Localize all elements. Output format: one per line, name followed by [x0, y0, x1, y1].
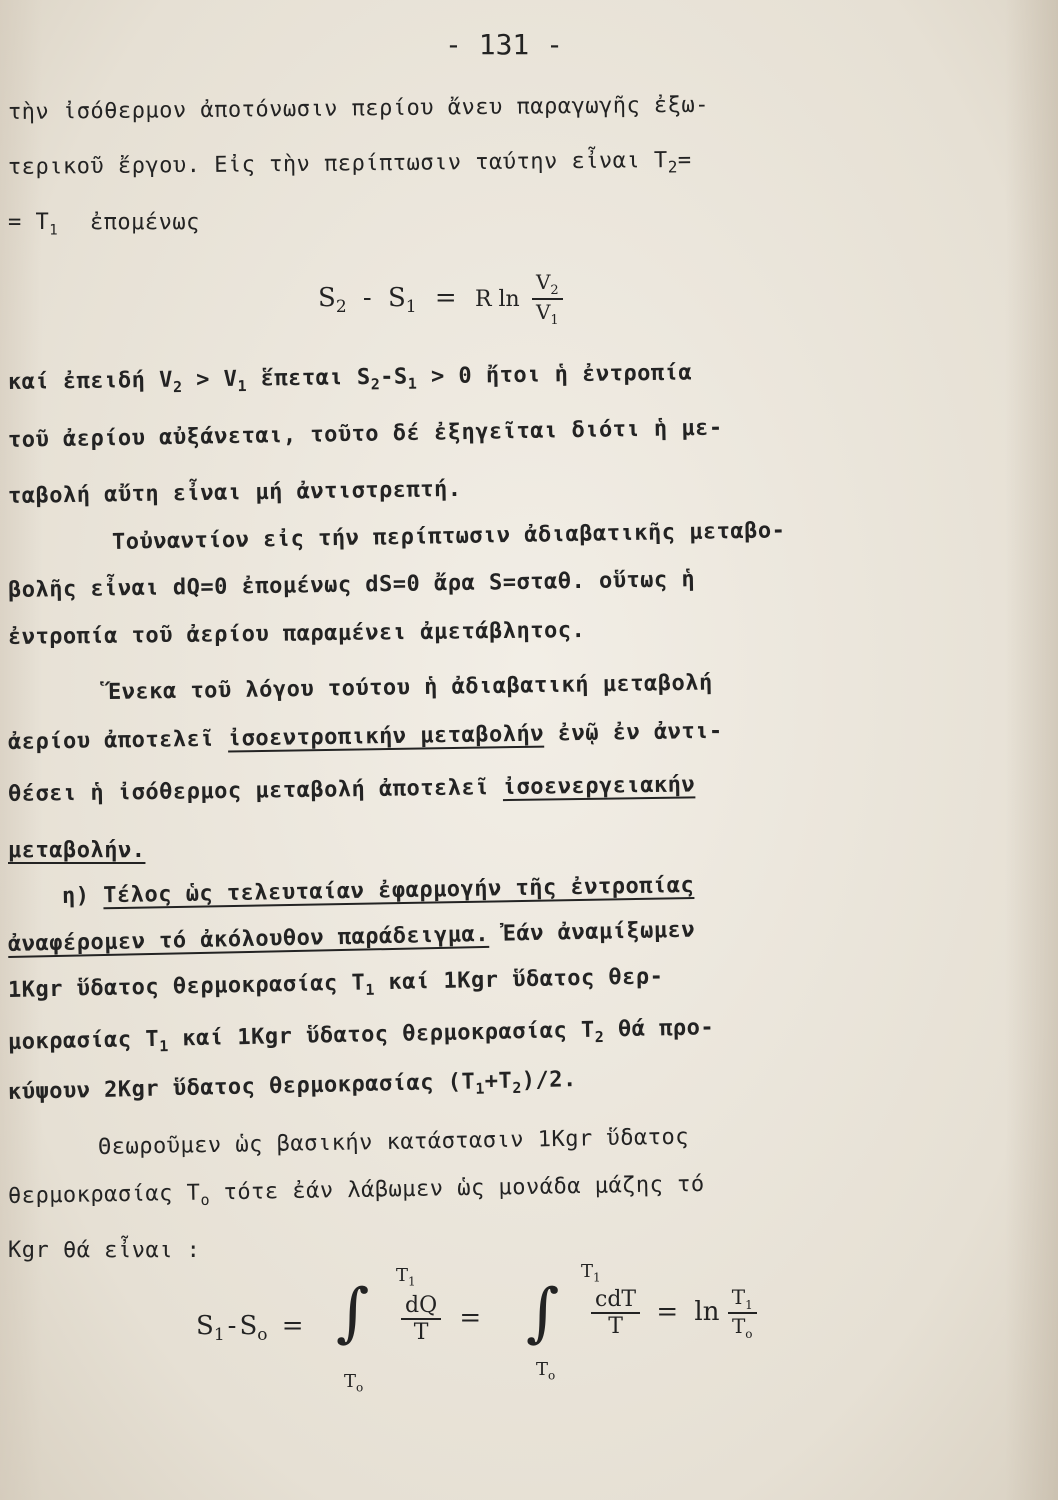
heading-last-application: Τέλος ὡς τελευταίαν ἐφαρμογήν τῆς ἐντροπίας: [103, 872, 695, 909]
text-line: η) Τέλος ὡς τελευταίαν ἐφαρμογήν τῆς ἐντροπίας: [61, 872, 695, 909]
text-line: μεταβολήν.: [8, 838, 146, 863]
text-line: 1Kgr ὕδατος θερμοκρασίας $T_1$ καί 1Kgr ὕδατος θερ-: [7, 964, 664, 1003]
text-line: ἐντροπία τοῦ ἀερίου παραμένει ἀμετάβλητος.: [7, 617, 586, 650]
text-line: ἀναφέρομεν τό ἀκόλουθον παράδειγμα. Ἐάν ἀναμίξωμεν: [7, 917, 696, 957]
text-line: τοῦ ἀερίου αὐξάνεται, τοῦτο δέ ἐξηγεῖται διότι ἡ με-: [7, 415, 723, 453]
text-line: καί ἐπειδή $V_2 > V_1$ ἕπεται $S_2-S_1 > 0$ ἤτοι ἡ ἐντροπία: [7, 360, 693, 397]
text-line: βολῆς εἶναι dQ=0 ἐπομένως dS=0 ἄρα S=σταθ. οὕτως ἡ: [7, 567, 696, 603]
text-line: τερικοῦ ἔργου. Εἰς τὴν περίπτωσιν ταύτην εἶναι $T_2=$: [7, 147, 692, 180]
text-line: Θεωροῦμεν ὡς βασικήν κατάστασιν 1Kgr ὕδατος: [97, 1124, 690, 1160]
text-line: ἀερίου ἀποτελεῖ ἰσοεντροπικήν μεταβολήν ἐνῷ ἐν ἀντι-: [7, 718, 723, 755]
text-line: θερμοκρασίας $T_o$ τότε ἐάν λάβωμεν ὡς μονάδα μάζης τό: [7, 1171, 705, 1210]
page-number: - 131 -: [445, 28, 564, 61]
text-line: ταβολή αὔτη εἶναι μή ἀντιστρεπτή.: [7, 476, 462, 509]
text-line: Ἕνεκα τοῦ λόγου τούτου ἡ ἀδιαβατική μεταβολή: [107, 670, 713, 705]
text-line: μοκρασίας $T_1$ καί 1Kgr ὕδατος θερμοκρασίας $T_2$ θά προ-: [7, 1015, 715, 1056]
equation-entropy-isothermal: $S_2 - S_1 = R$ ln $\frac{V_2}{V_1}$: [318, 270, 563, 328]
text-line: τὴν ἰσόθερμον ἀποτόνωσιν περίου ἄνευ παραγωγῆς ἐξω-: [7, 92, 710, 125]
equation-entropy-water: $S_1 - S_o$ = ∫ $T_1$ $T_o$ $\frac{dQ}{T}$ = ∫ $T_1$ $T_o$ $\frac{\text{cdT}}{T}$ = ln $\frac{T_1}{T_o}$: [196, 1275, 836, 1385]
term-isoenergetic: ἰσοενεργειακήν: [502, 772, 696, 801]
text-line: θέσει ἡ ἰσόθερμος μεταβολή ἀποτελεῖ ἰσοενεργειακήν: [7, 772, 696, 807]
text-line: Kgr θά εἶναι :: [8, 1238, 201, 1263]
text-line: Τοὐναντίον εἰς τήν περίπτωσιν ἀδιαβατικῆς μεταβο-: [111, 518, 786, 555]
text-line: = $T_1$ ἐπομένως: [8, 210, 200, 239]
text-line: κύψουν 2Kgr ὕδατος θερμοκρασίας $(T_1+T_2)/2$.: [7, 1067, 577, 1105]
bleed-through-text: [507, 26, 1052, 1475]
term-isentropic: ἰσοεντροπικήν μεταβολήν: [227, 721, 545, 752]
